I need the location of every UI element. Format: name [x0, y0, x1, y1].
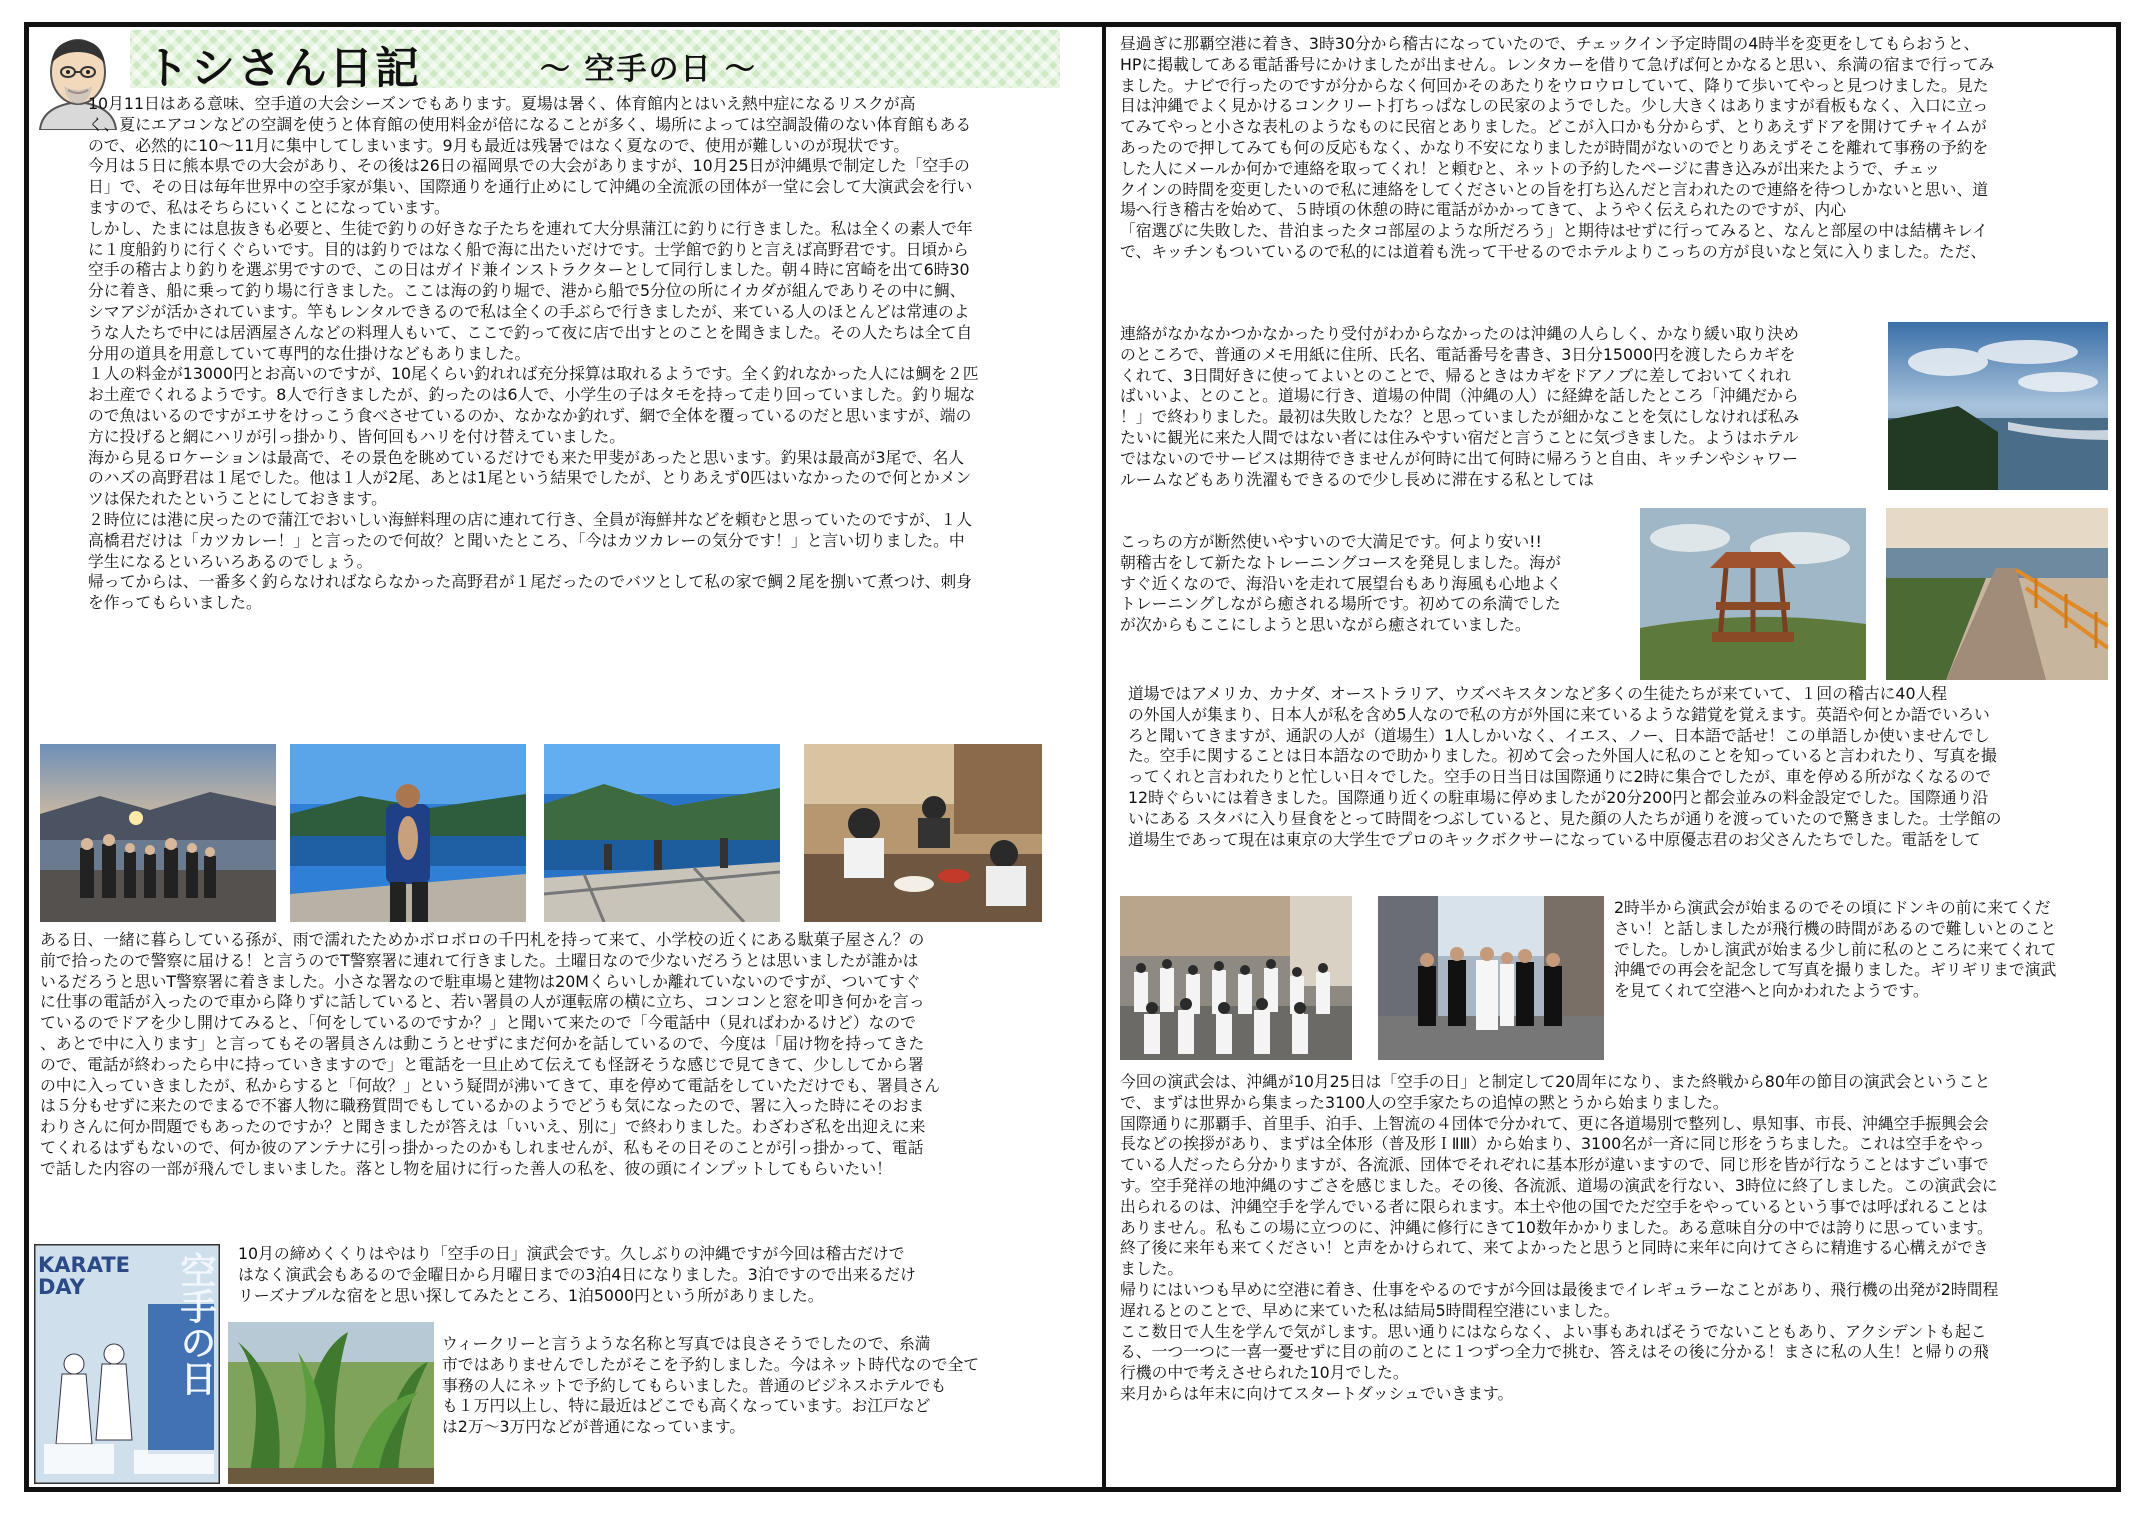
- photo-fishing-raft: [544, 744, 780, 922]
- photo-boy-with-fish: [290, 744, 526, 922]
- photo-banana-plants: [228, 1322, 434, 1484]
- right-paragraph-reunion: 2時半から演武会が始まるのでその頃にドンキの前に来てくだ さい！と話しましたが飛行機の時間があるので難しいとのこと でした。しかし演武が始まる少し前に私のところに来てくれて 沖縄での再会を記念して写真を撮りました。ギリギリまで演武 を見てくれて空港へと向かわれたようです。: [1614, 898, 2057, 1001]
- photo-karate-demonstration: [1120, 896, 1352, 1060]
- photo-fishing-sunrise: [40, 744, 276, 922]
- right-paragraph-event: 今回の演武会は、沖縄が10月25日は「空手の日」と制定して20周年になり、また終戦から80年の節目の演武会ということ で、まずは世界から集まった3100人の空手家たちの追悼の黙とうから始まりました。 国際通りに那覇手、首里手、泊手、上智流の４団体で分かれて、更に各道場別で整列し、県知事、市長、沖縄空手振興会会 長などの挨拶があり、まずは全体形（普及形ＩⅡⅢ）から始まり、3100名が一斉に同じ形をうちました。これは空手をやっ ている人だったら分かりますが、各流派、団体でそれぞれに基本形が違いますので、同じ形を皆が行なうことはすごい事で す。空手発祥の地沖縄のすごさを感じました。その後、各流派、道場の演武を行ない、3時位に終了しました。この演武会に 出られるのは、沖縄空手を学んでいる者に限られます。本土や他の国でただ空手をやっているという事では呼ばれることは ありません。私もこの場に立つのに、沖縄に修行にきて10数年かかりました。ある意味自分の中では誇りに思っています。 終了後に来年も来てください！と声をかけられて、来てよかったと思うと同時に来年に向けてさらに精進する心構えができ ました。 帰りにはいつも早めに空港に着き、仕事をやるのですが今回は最後までイレギュラーなことがあり、飛行機の出発が2時間程 遅れるとのことで、早めに来ていた私は結局5時間程空港にいました。 ここ数日で人生を学んで気がします。思い通りにはならなく、よい事もあればそうでないこともあり、アクシデントも起こ る、一つ一つに一喜一憂せずに目の前のことに１つずつ全力で挑む、答えはその後に分かる！まさに私の人生！と帰りの飛 行機の中で考えさせられた10月でした。 来月からは年末に向けてスタートダッシュでいきます。: [1120, 1072, 1999, 1403]
- left-paragraph-booking: ウィークリーと言うような名称と写真では良さそうでしたので、糸満 市ではありませんでしたがそこを予約しました。今はネット時代なので全て 事務の人にネットで予約してもらいました。普通のビジネスホテルでも も１万円以上し、特に最近はどこでも高くなっています。お江戸など は2万～3万円などが普通になっています。: [442, 1334, 980, 1437]
- page-title: トシさん日記: [145, 43, 421, 94]
- poster-japanese-title: 空手の日: [175, 1252, 217, 1396]
- photo-seaside-path: [1886, 508, 2108, 680]
- poster-english-title: KARATE DAY: [38, 1253, 130, 1299]
- left-paragraph-okinawa-intro: 10月の締めくくりはやはり「空手の日」演武会です。久しぶりの沖縄ですが今回は稽古だけで はなく演武会もあるので金曜日から月曜日までの3泊4日になりました。3泊ですので出来るだけ リーズナブルな宿をと思い探してみたところ、1泊5000円という所がありました。: [238, 1244, 916, 1305]
- page-subtitle: ～ 空手の日 ～: [540, 52, 757, 87]
- right-paragraph-arrival: 昼過ぎに那覇空港に着き、3時30分から稽古になっていたので、チェックイン予定時間の4時半を変更をしてもらおうと、 HPに掲載してある電話番号にかけましたが出ません。レンタカーを借りて急げば何とかなると思い、糸満の宿まで行ってみ ました。ナビで行ったのですが分からなく何回かそのあたりをウロウロしていて、降りて歩いてやっと見つけました。見た 目は沖縄でよく見かけるコンクリート打ちっぱなしの民家のようでした。少し大きくはありますが看板もなく、入口に立っ てみてやっと小さな表札のようなものに民宿とありました。どこが入口かも分からず、とりあえずドアを開けてチャイムが あったので押してみても何の反応もなく、かなり不安になりましたが時間がないのでとりあえずそこを離れて事務の予約を した人にメールか何かで連絡を取ってくれ！と頼むと、ネットの予約したページに書き込みが出来たようで、チェッ クインの時間を変更したいので私に連絡をしてくださいとの旨を打ち込んだと言われたので連絡を待つしかないと思い、道 場へ行き稽古を始めて、５時頃の休憩の時に電話がかかってきて、ようやく伝えられたのですが、内心 「宿選びに失敗した、昔泊まったタコ部屋のような所だろう」と期待はせずに行ってみると、なんと部屋の中は結構キレイ で、キッチンもついているので私的には道着も洗って干せるのでホテルよりこっちの方が良いなと気に入りました。ただ、: [1120, 34, 1995, 261]
- photo-ocean-view: [1888, 322, 2108, 490]
- left-paragraph-police: ある日、一緒に暮らしている孫が、雨で濡れたためかボロボロの千円札を持って来て、小学校の近くにある駄菓子屋さん？の 前で拾ったので警察に届ける！と言うのでT警察署に連れて行きました。土曜日なので少ないだろうとは思いましたが誰かは いるだろうと思いT警察署に着きました。小さな署なので駐車場と建物は20Mくらいしか離れていないのですが、ついてすぐ に仕事の電話が入ったので車から降りずに話していると、若い署員の人が運転席の横に立ち、コンコンと窓を叩き何かを言っ ているのでドアを少し開けてみると、「何をしているのですか？」と聞いて来たので「今電話中（見ればわかるけど）なので 、あとで中に入ります」と言ってもその署員さんは動こうとせずにまだ何かを話しているので、今度は「届け物を持ってきた ので、電話が終わったら中に持っていきますので」と電話を一旦止めて伝えても怪訝そうな感じで見てきて、少ししてから署 の中に入っていきましたが、私からすると「何故？」という疑問が沸いてきて、車を停めて電話をしていただけでも、署員さん は５分もせずに来たのでまるで不審人物に職務質問でもしているかのようでどうも気になったので、署に入った時にそのおま わりさんに何か問題でもあったのですか？と聞きましたが答えは「いいえ、別に」で終わりました。わざわざ私を出迎えに来 てくれるはずもないので、何か彼のアンテナに引っ掛かったのかもしれませんが、私もその日そのことが引っ掛かって、電話 で話した内容の一部が飛んでしまいました。落とし物を届けに行った善人の私を、彼の頭にインプットしてもらいたい！: [40, 930, 941, 1178]
- column-divider: [1102, 22, 1106, 1492]
- photo-restaurant-meal: [804, 744, 1042, 922]
- photo-karate-day-poster: [34, 1244, 220, 1484]
- right-paragraph-lodging: 連絡がなかなかつかなかったり受付がわからなかったのは沖縄の人らしく、かなり緩い取り決め のところで、普通のメモ用紙に住所、氏名、電話番号を書き、3日分15000円を渡したらカギを くれて、3日間好きに使ってよいとのことで、帰るときはカギをドアノブに差しておいてくれれ ばいいよ、とのこと。道場に行き、道場の仲間（沖縄の人）に経緯を話したところ「沖縄だから ！」で終わりました。最初は失敗したな？と思っていましたが細かなことを気にしなければ私み たいに観光に来た人間ではない者には住みやすい宿だと言うことに気づきました。ようはホテル ではないのでサービスは期待できませんが何時に出て何時に帰ろうと自由、キッチンやシャワー ルームなどもあり洗濯もできるので少し長めに滞在する私としては: [1120, 324, 1800, 489]
- right-paragraph-dojo: 道場ではアメリカ、カナダ、オーストラリア、ウズベキスタンなど多くの生徒たちが来ていて、１回の稽古に40人程 の外国人が集まり、日本人が私を含め5人なので私の方が外国に来ているような錯覚を覚えます。英語や何とか語でいろい ろと聞いてきますが、通訳の人が（道場生）1人しかいなく、イエス、ノー、日本語で話せ！この単語しか使いませんでし た。空手に関することは日本語なので助かりました。初めて会った外国人に私のことを知っていると言われたり、写真を撮 ってくれと言われたりと忙しい日々でした。空手の日当日は国際通りに2時に集合でしたが、車を停める所がなくなるので 12時ぐらいには着きました。国際通り近くの駐車場に停めましたが20分200円と都会並みの料金設定でした。国際通り沿 いにある スタバに入り昼食をとって時間をつぶしていると、見た顔の人たちが通りを渡っていたので驚きました。士学館の 道場生であって現在は東京の大学生でプロのキックボクサーになっている中原優志君のお父さんたちでした。電話をして: [1128, 684, 2002, 849]
- left-paragraph-fishing: 10月11日はある意味、空手道の大会シーズンでもあります。夏場は暑く、体育館内とはいえ熱中症になるリスクが高 く、夏にエアコンなどの空調を使うと体育館の使用料金が倍になることが多く、場所によっては空調設備のない体育館もある ので、必然的に10～11月に集中してしまいます。9月も最近は残暑ではなく夏なので、使用が難しいのが現状です。 今月は５日に熊本県での大会があり、その後は26日の福岡県での大会がありますが、10月25日が沖縄県で制定した「空手の 日」で、その日は毎年世界中の空手家が集い、国際通りを通行止めにして沖縄の全流派の団体が一堂に会して大演武会を行い ますので、私はそちらにいくことになっています。 しかし、たまには息抜きも必要と、生徒で釣りの好きな子たちを連れて大分県蒲江に釣りに行きました。私は全くの素人で年 に１度船釣りに行くぐらいです。目的は釣りではなく船で海に出たいだけです。士学館で釣りと言えば高野君です。日頃から 空手の稽古より釣りを選ぶ男ですので、この日はガイド兼インストラクターとして同行しました。朝４時に宮崎を出て6時30 分に着き、船に乗って釣り場に行きました。ここは海の釣り堀で、港から船で5分位の所にイカダが組んでありその中に鯛、 シマアジが活かされています。竿もレンタルできるので私は全くの手ぶらで行きましたが、来ている人のほとんどは常連のよ うな人たちで中には居酒屋さんなどの料理人もいて、ここで釣って夜に店で出すとのことを聞きました。その人たちは全て自 分用の道具を用意していて専門的な仕掛けなどもありました。 １人の料金が13000円とお高いのですが、10尾くらい釣れれば充分採算は取れるようです。全く釣れなかった人には鯛を２匹 お土産でくれるようです。8人で行きましたが、釣ったのは6人で、小学生の子はタモを持って走り回っていました。釣り堀な ので魚はいるのですがエサをけっこう食べさせているのか、なかなか釣れず、網で全体を覆っているのだと思いますが、端の 方に投げると網にハリが引っ掛かり、皆何回もハリを付け替えていました。 海から見るロケーションは最高で、その景色を眺めているだけでも来た甲斐があったと思います。釣果は最高が3尾で、名人 のハズの高野君は１尾でした。他は１人が2尾、あとは1尾という結果でしたが、とりあえず0匹はいなかったので何とかメン ツは保たれたということにしておきます。 ２時位には港に戻ったので蒲江でおいしい海鮮料理の店に連れて行き、全員が海鮮丼などを頼むと思っていたのですが、１人 高橋君だけは「カツカレー！」と言ったので何故？と聞いたところ、「今はカツカレーの気分です！」と言い切りました。中 学生になるといろいろあるのでしょう。 帰ってからは、一番多く釣らなければならなかった高野君が１尾だったのでバツとして私の家で鯛２尾を捌いて煮つけ、刺身 を作ってもらいました。: [88, 94, 979, 613]
- photo-lookout-tower: [1640, 508, 1866, 680]
- right-paragraph-training: こっちの方が断然使いやすいので大満足です。何より安い!! 朝稽古をして新たなトレーニングコースを発見しました。海が すぐ近くなので、海沿いを走れて展望台もあり海風も心地よく トレーニングしながら癒される場所です。初めての糸満でした が次からもここにしようと思いながら癒されていました。: [1120, 532, 1562, 635]
- photo-group-on-street: [1378, 896, 1604, 1060]
